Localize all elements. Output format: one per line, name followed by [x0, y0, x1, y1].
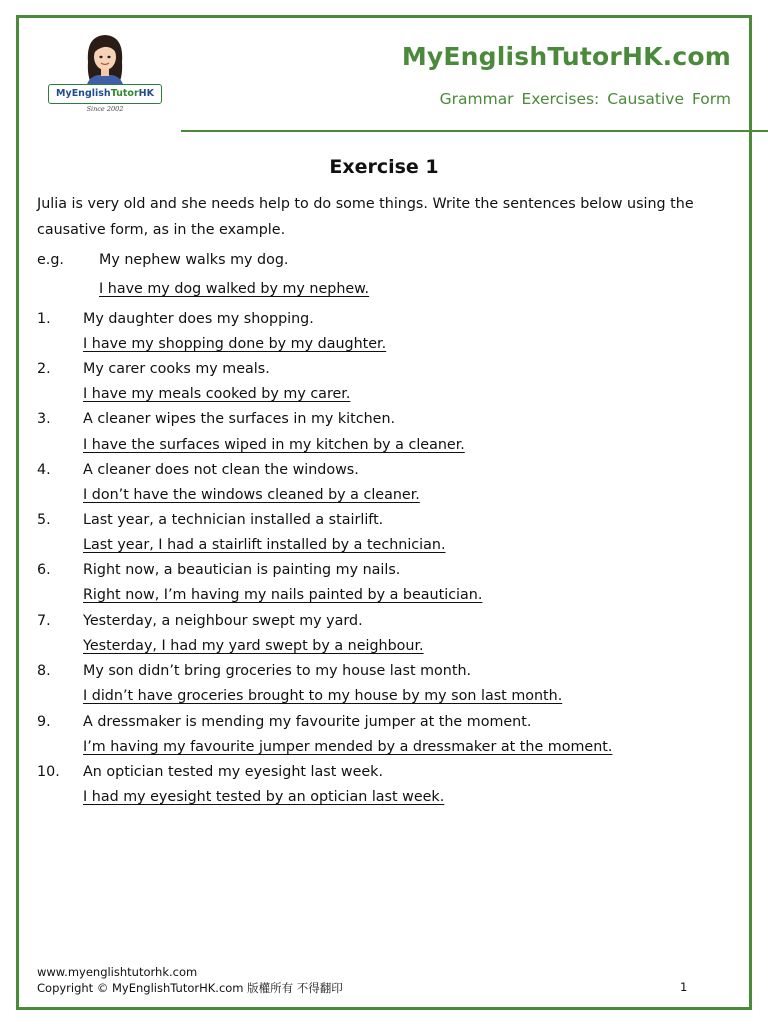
logo-since: Since 2002: [86, 105, 124, 113]
item-number: 5.: [37, 512, 51, 528]
item-number: 4.: [37, 462, 51, 478]
item-answer: I had my eyesight tested by an optician last week.: [83, 789, 445, 805]
item-sentence: My son didn’t bring groceries to my house last month.: [83, 663, 472, 679]
item-number: 1.: [37, 311, 51, 327]
item-answer: I have my meals cooked by my carer.: [83, 386, 351, 402]
item-sentence: A cleaner wipes the surfaces in my kitchen.: [83, 411, 396, 427]
item-number: 7.: [37, 613, 51, 629]
example-answer: I have my dog walked by my nephew.: [99, 281, 370, 297]
page-number: 1: [680, 980, 688, 994]
example-label: e.g.: [37, 252, 64, 268]
item-answer: Yesterday, I had my yard swept by a neighbour.: [83, 638, 424, 654]
exercise-title: Exercise 1: [329, 156, 439, 178]
item-sentence: A cleaner does not clean the windows.: [83, 462, 359, 478]
item-answer: I have the surfaces wiped in my kitchen by a cleaner.: [83, 437, 465, 453]
item-answer: Last year, I had a stairlift installed by a technician.: [83, 537, 446, 553]
item-number: 8.: [37, 663, 51, 679]
item-sentence: An optician tested my eyesight last week.: [83, 764, 383, 780]
item-answer: Right now, I’m having my nails painted by a beautician.: [83, 587, 483, 603]
example-sentence: My nephew walks my dog.: [99, 252, 289, 268]
item-answer: I don’t have the windows cleaned by a cleaner.: [83, 487, 420, 503]
item-answer: I’m having my favourite jumper mended by a dressmaker at the moment.: [83, 739, 613, 755]
item-answer: I didn’t have groceries brought to my house by my son last month.: [83, 688, 563, 704]
tutor-avatar-icon: [46, 32, 164, 88]
item-sentence: My carer cooks my meals.: [83, 361, 270, 377]
item-number: 2.: [37, 361, 51, 377]
site-title: MyEnglishTutorHK.com: [401, 42, 731, 71]
worksheet-subtitle: Grammar Exercises: Causative Form: [439, 90, 731, 108]
item-sentence: My daughter does my shopping.: [83, 311, 314, 327]
item-sentence: Yesterday, a neighbour swept my yard.: [83, 613, 363, 629]
item-number: 6.: [37, 562, 51, 578]
item-number: 9.: [37, 714, 51, 730]
item-answer: I have my shopping done by my daughter.: [83, 336, 387, 352]
logo-badge: MyEnglishTutorHK: [48, 84, 162, 104]
item-sentence: A dressmaker is mending my favourite jumper at the moment.: [83, 714, 532, 730]
item-number: 3.: [37, 411, 51, 427]
item-sentence: Last year, a technician installed a stairlift.: [83, 512, 384, 528]
header-divider: [181, 130, 768, 132]
footer-url[interactable]: www.myenglishtutorhk.com: [37, 965, 198, 979]
item-number: 10.: [37, 764, 60, 780]
item-sentence: Right now, a beautician is painting my nails.: [83, 562, 401, 578]
exercise-instructions: Julia is very old and she needs help to do some things. Write the sentences below using the causative form, as in the example.: [37, 196, 694, 238]
footer-copyright: Copyright © MyEnglishTutorHK.com 版權所有 不得翻印: [37, 981, 343, 995]
site-logo: [46, 32, 164, 114]
